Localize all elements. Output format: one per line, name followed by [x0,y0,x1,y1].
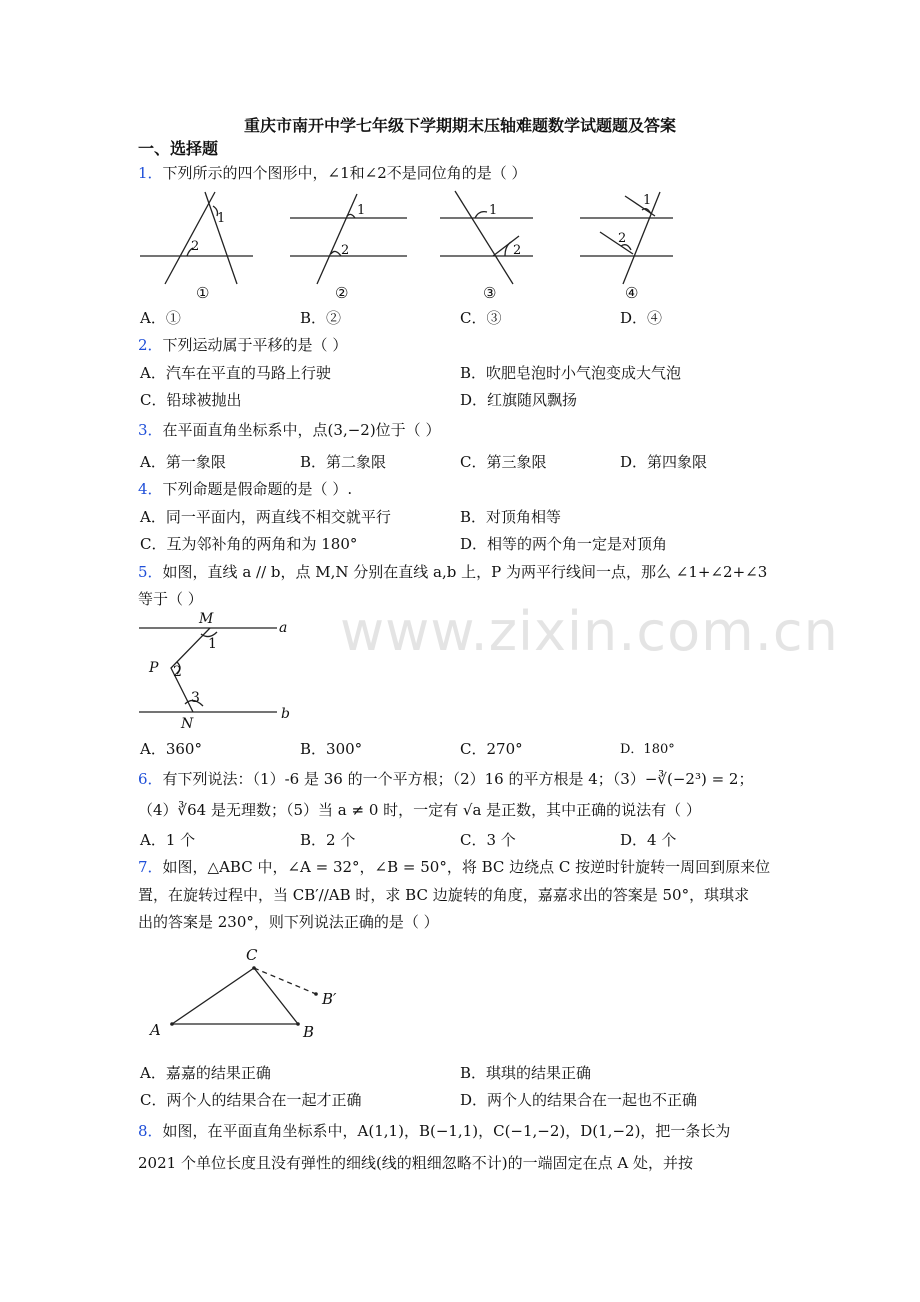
q1-figures [135,186,695,304]
point-label-m: M [199,611,214,627]
option-c[interactable]: C．3 个 [460,831,516,849]
angle-label-1: 1 [357,203,366,218]
q7-figure [140,940,360,1048]
question-7-cont-1: 置，在旋转过程中，当 CB′//AB 时，求 BC 边旋转的角度，嘉嘉求出的答案是 50°，琪琪求 [138,886,750,904]
option-d[interactable]: D．4 个 [620,831,677,849]
angle-label-2: 2 [341,243,350,258]
angle-label-2: 2 [173,664,182,680]
question-text: 下列运动属于平移的是（ ） [162,336,348,354]
option-d[interactable]: D．④ [620,309,663,327]
option-b[interactable]: B．2 个 [300,831,356,849]
angle-label-2: 2 [513,243,522,258]
option-a[interactable]: A．第一象限 [140,453,226,471]
option-a[interactable]: A．1 个 [140,831,196,849]
question-number: 8． [138,1122,163,1140]
line-label-a: a [279,620,288,636]
option-d[interactable]: D．相等的两个角一定是对顶角 [460,535,668,553]
option-b[interactable]: B．第二象限 [300,453,387,471]
option-c[interactable]: C．互为邻补角的两角和为 180° [140,535,358,553]
point-label-b-prime: B′ [322,990,337,1008]
angle-label-1: 1 [643,193,652,208]
angle-label-1: 1 [208,636,217,652]
question-text: 下列所示的四个图形中，∠1和∠2不是同位角的是（ ） [162,164,527,182]
option-a[interactable]: A．汽车在平直的马路上行驶 [140,364,331,382]
option-c[interactable]: C．铅球被抛出 [140,391,242,409]
question-3 [138,419,440,440]
question-text: 如图，在平面直角坐标系中，A(1,1)，B(−1,1)，C(−1,−2)，D(1,−2)，把一条长为 [162,1122,731,1140]
figure-label-1: ① [196,284,210,302]
option-b[interactable]: B．② [300,309,342,327]
question-7-cont-2: 出的答案是 230°，则下列说法正确的是（ ） [138,913,439,931]
question-text: 在平面直角坐标系中，点(3,−2)位于（ ） [162,421,441,439]
section-title: 一、选择题 [138,139,219,158]
option-d[interactable]: D．两个人的结果合在一起也不正确 [460,1091,698,1109]
option-c[interactable]: C．③ [460,309,502,327]
question-text: 下列命题是假命题的是（ ）. [162,480,353,498]
option-a[interactable]: A．嘉嘉的结果正确 [140,1064,271,1082]
figure-label-3: ③ [483,284,497,302]
watermark: www.zixin.com.cn [340,600,839,663]
question-number: 4． [138,480,163,498]
figure-label-2: ② [335,284,349,302]
document-title: 重庆市南开中学七年级下学期期末压轴难题数学试题题及答案 [243,116,676,135]
q5-figure [135,608,305,734]
angle-label-1: 1 [489,203,498,218]
question-2 [138,334,347,355]
point-label-c: C [246,946,258,964]
option-b[interactable]: B．琪琪的结果正确 [460,1064,592,1082]
question-text: 有下列说法：（1）-6 是 36 的一个平方根；（2）16 的平方根是 4；（3）−∛(−2³) = 2； [162,770,754,788]
figure-label-4: ④ [625,284,639,302]
question-number: 2． [138,336,163,354]
question-6-cont: （4）∛64 是无理数；（5）当 a ≠ 0 时，一定有 √a 是正数，其中正确的说法有（ ） [138,801,701,819]
question-5-cont: 等于（ ） [138,590,203,608]
question-1 [138,162,527,183]
point-label-a: A [150,1021,161,1039]
question-number: 7． [138,858,163,876]
question-number: 1． [138,164,163,182]
question-number: 3． [138,421,163,439]
option-b[interactable]: B．吹肥皂泡时小气泡变成大气泡 [460,364,682,382]
question-7 [138,856,770,877]
line-label-b: b [281,706,290,722]
option-a[interactable]: A．360° [140,740,202,758]
question-5 [138,561,767,582]
option-d[interactable]: D．第四象限 [620,453,708,471]
angle-label-2: 2 [191,239,200,254]
question-number: 6． [138,770,163,788]
option-b[interactable]: B．300° [300,740,363,758]
option-d[interactable]: D．180° [620,742,675,757]
point-label-n: N [181,716,194,732]
option-c[interactable]: C．两个人的结果合在一起才正确 [140,1091,362,1109]
question-8 [138,1120,730,1141]
point-label-b: B [303,1023,315,1041]
angle-label-2: 2 [618,231,627,246]
option-c[interactable]: C．第三象限 [460,453,547,471]
option-c[interactable]: C．270° [460,740,523,758]
question-4 [138,478,352,499]
point-label-p: P [149,660,159,676]
option-a[interactable]: A．同一平面内，两直线不相交就平行 [140,508,391,526]
question-number: 5． [138,563,163,581]
option-a[interactable]: A．① [140,309,181,327]
angle-label-1: 1 [217,211,226,226]
option-d[interactable]: D．红旗随风飘扬 [460,391,578,409]
question-text: 如图，直线 a // b，点 M,N 分别在直线 a,b 上，P 为两平行线间一点，那么 ∠1+∠2+∠3 [162,563,768,581]
question-8-cont: 2021 个单位长度且没有弹性的细线(线的粗细忽略不计)的一端固定在点 A 处，并按 [138,1154,694,1172]
question-text: 如图，△ABC 中，∠A = 32°，∠B = 50°，将 BC 边绕点 C 按逆时针旋转一周回到原来位 [162,858,771,876]
option-b[interactable]: B．对顶角相等 [460,508,562,526]
question-6 [138,768,753,789]
angle-label-3: 3 [191,690,200,706]
